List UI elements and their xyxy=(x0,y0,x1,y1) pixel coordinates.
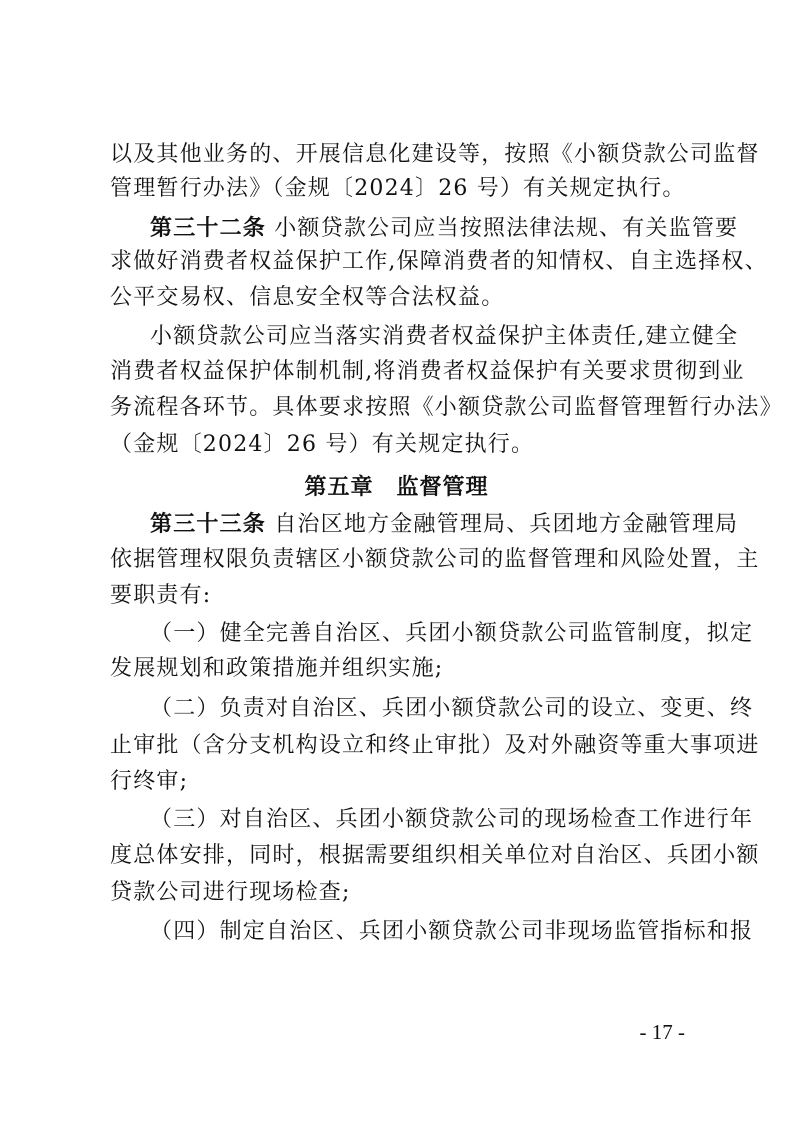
text-line: 以及其他业务的、开展信息化建设等，按照《小额贷款公司监督 xyxy=(110,142,760,167)
text-line: （金规〔2024〕26 号）有关规定执行。 xyxy=(110,432,535,457)
article-32-label: 第三十二条 xyxy=(150,215,267,241)
text-line: 贷款公司进行现场检查; xyxy=(110,880,351,905)
text-line: （四）制定自治区、兵团小额贷款公司非现场监管指标和报 xyxy=(150,919,754,944)
text-line: 依据管理权限负责辖区小额贷款公司的监督管理和风险处置，主 xyxy=(110,547,760,572)
text-line: （一）健全完善自治区、兵团小额贷款公司监管制度，拟定 xyxy=(150,621,754,646)
text-line: 务流程各环节。具体要求按照《小额贷款公司监督管理暂行办法》 xyxy=(110,395,783,420)
text-segment: 小额贷款公司应当按照法律法规、有关监管要 xyxy=(274,216,739,241)
chapter-heading: 第五章 监督管理 xyxy=(304,475,489,500)
text-line: 小额贷款公司应当落实消费者权益保护主体责任,建立健全 xyxy=(150,324,739,349)
text-line: 度总体安排，同时，根据需要组织相关单位对自治区、兵团小额 xyxy=(110,843,760,868)
article-32-paragraph xyxy=(150,213,739,244)
text-line: 发展规划和政策措施并组织实施; xyxy=(110,656,444,681)
text-line: 管理暂行办法》（金规〔2024〕26 号）有关规定执行。 xyxy=(110,176,686,201)
text-segment: 自治区地方金融管理局、兵团地方金融管理局 xyxy=(274,512,739,537)
text-line: （三）对自治区、兵团小额贷款公司的现场检查工作进行年 xyxy=(150,807,754,832)
text-line: 公平交易权、信息安全权等合法权益。 xyxy=(110,285,505,310)
text-line: 要职责有: xyxy=(110,583,212,608)
page-number: - 17 - xyxy=(639,1020,685,1044)
text-line: 止审批（含分支机构设立和终止审批）及对外融资等重大事项进 xyxy=(110,733,760,758)
text-line: 消费者权益保护体制机制,将消费者权益保护有关要求贯彻到业 xyxy=(110,359,745,384)
article-33-label: 第三十三条 xyxy=(150,511,267,537)
text-line: 行终审; xyxy=(110,769,189,794)
text-line: 求做好消费者权益保护工作,保障消费者的知情权、自主选择权、 xyxy=(110,249,768,274)
article-33-paragraph xyxy=(150,509,739,540)
text-line: （二）负责对自治区、兵团小额贷款公司的设立、变更、终 xyxy=(150,696,754,721)
